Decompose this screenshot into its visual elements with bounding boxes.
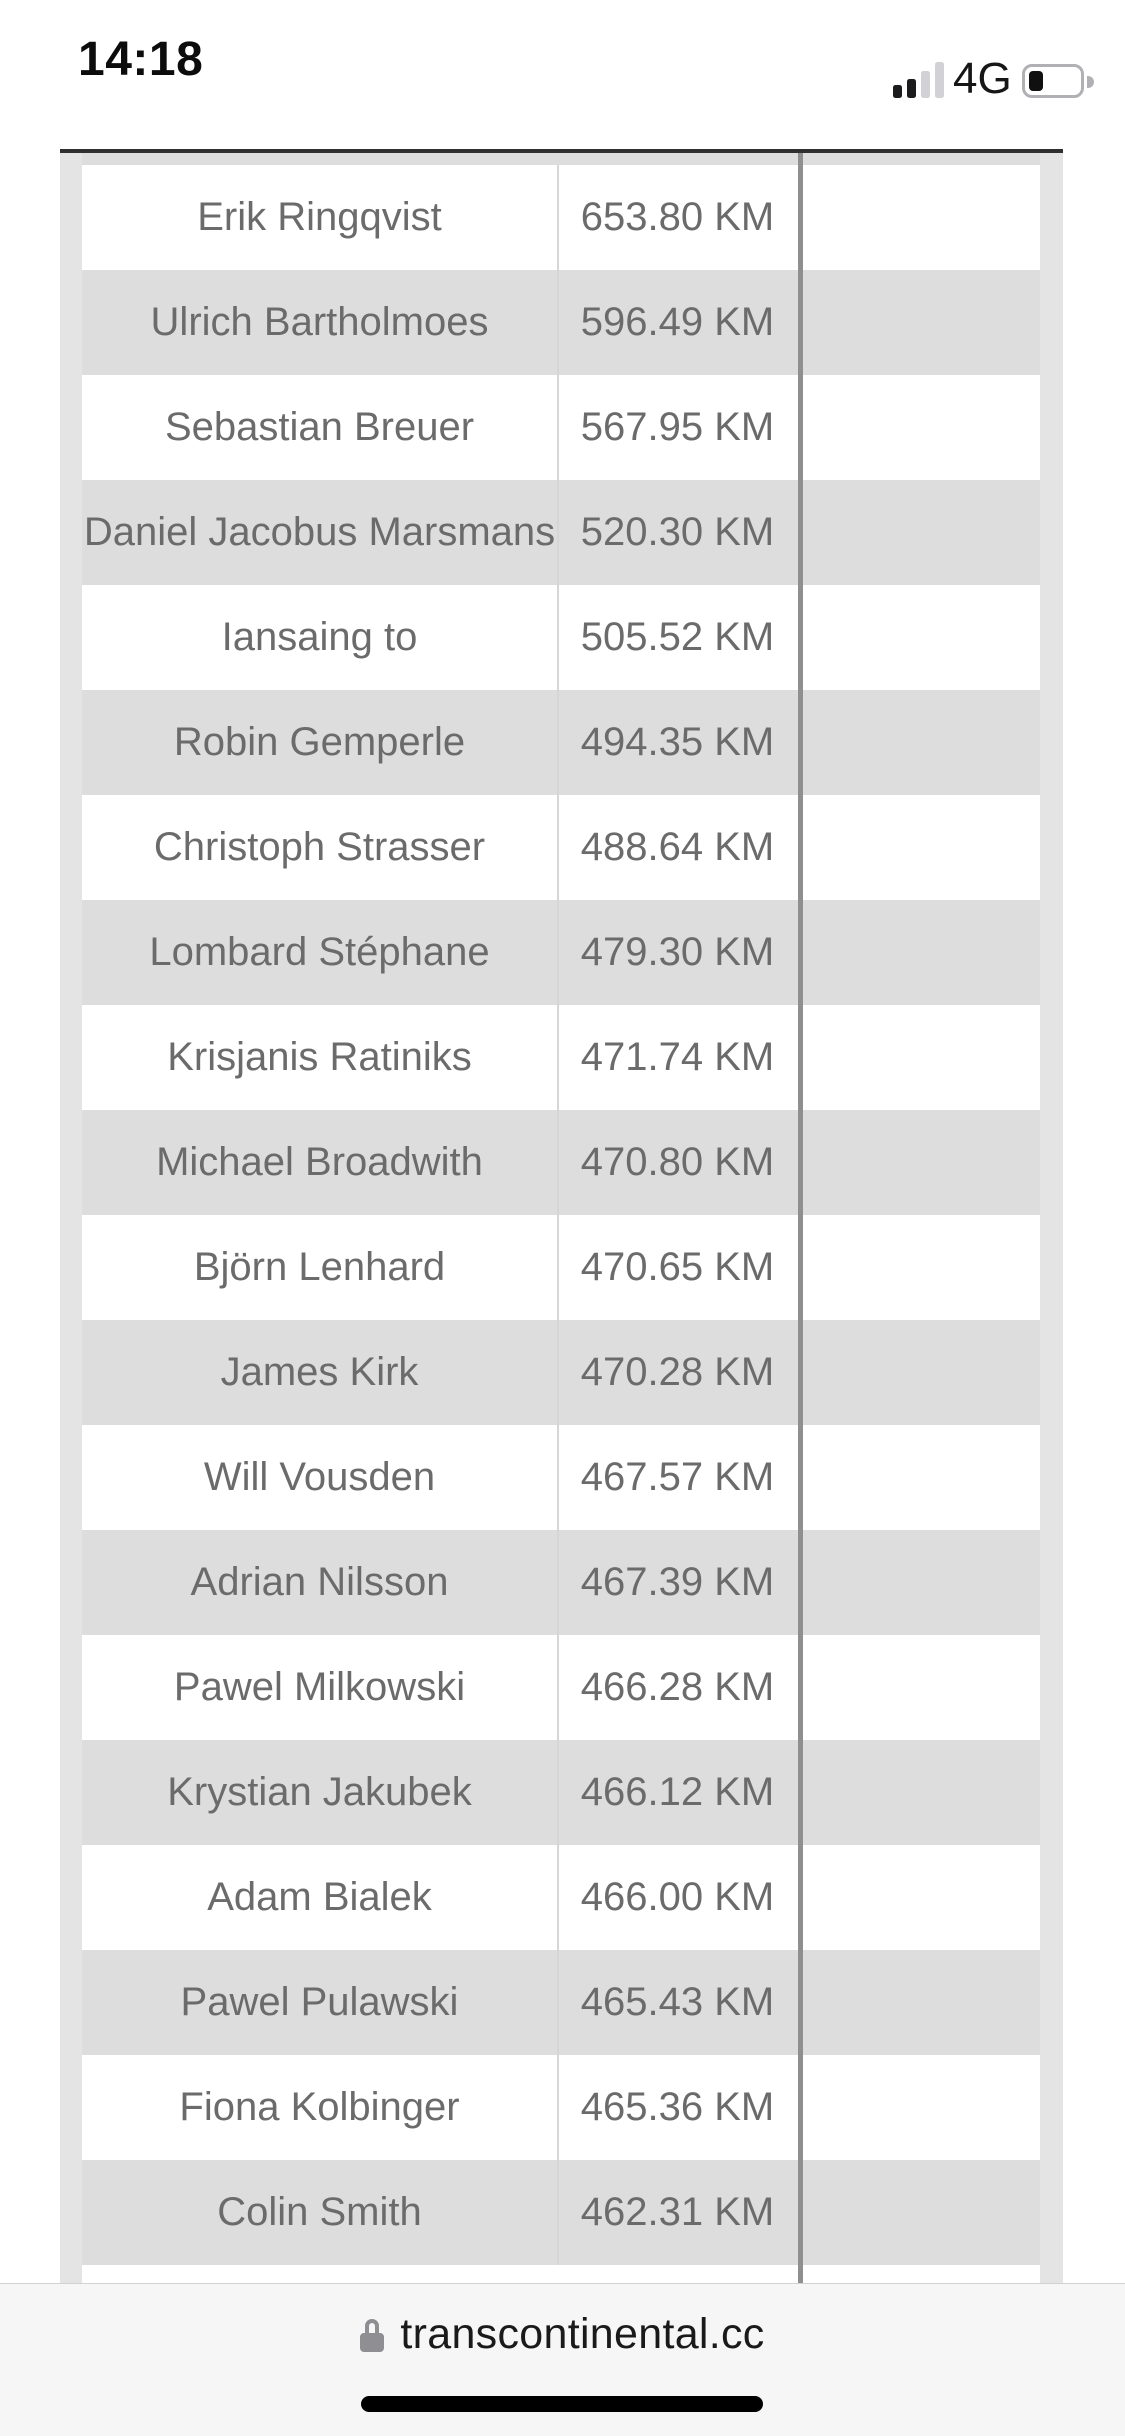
- table-row: [82, 1845, 1040, 1950]
- distance-cell: 470.28 KM: [580, 1350, 775, 1394]
- table-row: [82, 1110, 1040, 1215]
- table-row: [82, 690, 1040, 795]
- distance-cell: 462.31 KM: [580, 2190, 775, 2234]
- leaderboard-table: [82, 153, 1040, 2283]
- empty-cell: [796, 1740, 1040, 1845]
- address-bar[interactable]: [0, 2310, 1125, 2359]
- empty-cell: [796, 795, 1040, 900]
- signal-bar: [893, 85, 902, 98]
- clock-label: 14:18: [78, 33, 204, 86]
- rider-name-cell: Krystian Jakubek: [82, 1740, 559, 1845]
- empty-cell: [796, 585, 1040, 690]
- table-row: [82, 165, 1040, 270]
- distance-cell: 470.65 KM: [580, 1245, 775, 1289]
- rider-name-cell: Krisjanis Ratiniks: [82, 1005, 559, 1110]
- battery-tip: [1087, 76, 1094, 88]
- distance-cell: 567.95 KM: [580, 405, 775, 449]
- table-row: [82, 900, 1040, 1005]
- table-row: [82, 1740, 1040, 1845]
- battery-icon: [1022, 64, 1084, 98]
- distance-cell: 488.64 KM: [580, 825, 775, 869]
- signal-bar: [907, 79, 916, 98]
- rider-name-cell: Pawel Pulawski: [82, 1950, 559, 2055]
- rider-name-cell: Michael Broadwith: [82, 1110, 559, 1215]
- distance-cell: 466.28 KM: [580, 1665, 775, 1709]
- rider-name-cell: Sebastian Breuer: [82, 375, 559, 480]
- empty-cell: [796, 2055, 1040, 2160]
- table-row: [82, 1635, 1040, 1740]
- rider-name-cell: Pawel Milkowski: [82, 1635, 559, 1740]
- table-row: [82, 1425, 1040, 1530]
- distance-cell: 596.49 KM: [580, 300, 775, 344]
- table-row: [82, 2055, 1040, 2160]
- empty-cell: [796, 1320, 1040, 1425]
- empty-cell: [796, 1425, 1040, 1530]
- status-bar: [0, 0, 1125, 150]
- empty-cell: [796, 1005, 1040, 1110]
- rider-name-cell: Adrian Nilsson: [82, 1530, 559, 1635]
- battery-fill: [1029, 71, 1043, 91]
- rider-name-cell: Erik Ringqvist: [82, 165, 559, 270]
- rider-name-cell: Daniel Jacobus Marsmans: [82, 480, 559, 585]
- empty-cell: [796, 900, 1040, 1005]
- distance-cell: 467.39 KM: [580, 1560, 775, 1604]
- distance-cell: 479.30 KM: [580, 930, 775, 974]
- distance-cell: 470.80 KM: [580, 1140, 775, 1184]
- cellular-signal-icon: [893, 62, 945, 98]
- empty-cell: [796, 270, 1040, 375]
- partial-row-top: [82, 153, 1040, 165]
- distance-cell: 520.30 KM: [580, 510, 775, 554]
- rider-name-cell: Björn Lenhard: [82, 1215, 559, 1320]
- rider-name-cell: Will Vousden: [82, 1425, 559, 1530]
- table-row: [82, 585, 1040, 690]
- url-label: transcontinental.cc: [400, 2310, 765, 2358]
- distance-cell: 466.12 KM: [580, 1770, 775, 1814]
- table-row: [82, 1950, 1040, 2055]
- empty-cell: [796, 480, 1040, 585]
- table-row: [82, 795, 1040, 900]
- empty-cell: [796, 690, 1040, 795]
- table-rows: [82, 165, 1040, 2265]
- signal-bar: [921, 71, 930, 98]
- network-type-label: 4G: [953, 54, 1012, 103]
- distance-cell: 465.36 KM: [580, 2085, 775, 2129]
- empty-cell: [796, 2160, 1040, 2265]
- empty-cell: [796, 375, 1040, 480]
- column-divider-line: [798, 153, 803, 2283]
- empty-cell: [796, 1950, 1040, 2055]
- distance-cell: 471.74 KM: [580, 1035, 775, 1079]
- table-row: [82, 1005, 1040, 1110]
- table-row: [82, 270, 1040, 375]
- distance-cell: 465.43 KM: [580, 1980, 775, 2024]
- table-row: [82, 375, 1040, 480]
- rider-name-cell: Ulrich Bartholmoes: [82, 270, 559, 375]
- rider-name-cell: James Kirk: [82, 1320, 559, 1425]
- distance-cell: 653.80 KM: [580, 195, 775, 239]
- signal-bar: [935, 62, 944, 98]
- distance-cell: 466.00 KM: [580, 1875, 775, 1919]
- rider-name-cell: Colin Smith: [82, 2160, 559, 2265]
- rider-name-cell: Adam Bialek: [82, 1845, 559, 1950]
- distance-cell: 467.57 KM: [580, 1455, 775, 1499]
- rider-name-cell: Fiona Kolbinger: [82, 2055, 559, 2160]
- empty-cell: [796, 1845, 1040, 1950]
- home-indicator[interactable]: [361, 2396, 763, 2412]
- distance-cell: 505.52 KM: [580, 615, 775, 659]
- rider-name-cell: Christoph Strasser: [82, 795, 559, 900]
- partial-row-bottom: [82, 2265, 1040, 2283]
- distance-cell: 494.35 KM: [580, 720, 775, 764]
- browser-toolbar: [0, 2283, 1125, 2436]
- table-row: [82, 1530, 1040, 1635]
- empty-cell: [796, 1530, 1040, 1635]
- empty-cell: [796, 1215, 1040, 1320]
- lock-icon: [360, 2319, 384, 2351]
- rider-name-cell: Lombard Stéphane: [82, 900, 559, 1005]
- empty-cell: [796, 165, 1040, 270]
- rider-name-cell: Robin Gemperle: [82, 690, 559, 795]
- table-row: [82, 1320, 1040, 1425]
- empty-cell: [796, 1635, 1040, 1740]
- table-row: [82, 480, 1040, 585]
- empty-cell: [796, 1110, 1040, 1215]
- rider-name-cell: Iansaing to: [82, 585, 559, 690]
- table-row: [82, 1215, 1040, 1320]
- table-row: [82, 2160, 1040, 2265]
